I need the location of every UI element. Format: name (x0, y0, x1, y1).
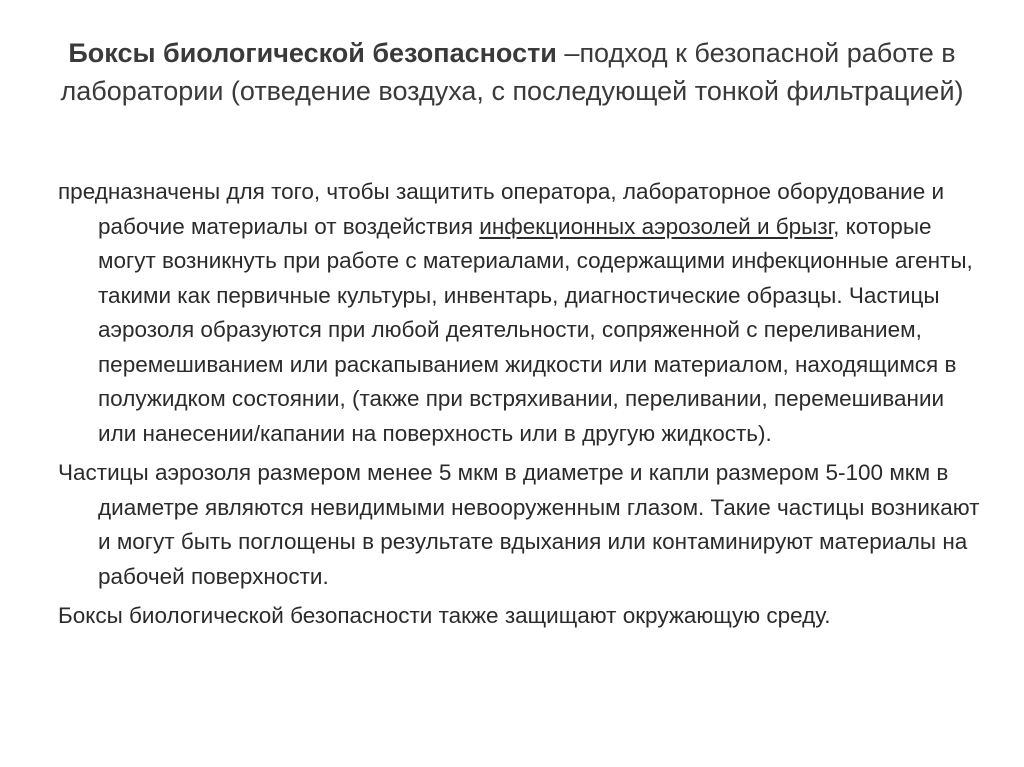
paragraph-purpose-end: , которые могут возникнуть при работе с материалами, содержащими инфекционные агенты, такими как первичные культуры, инвентарь, диагностические образцы. Частицы аэрозоля образуются при любой деятельности, сопряженной с переливанием, перемешиванием или раскапыванием жидкости или материалом, находящимся в полужидком состоянии, (также при встряхивании, переливании, перемешивании или нанесении/капании на поверхность или в другую жидкость). (98, 213, 973, 446)
slide-title (60, 34, 964, 110)
title-rest: –подход к безопасной работе в лаборатории (отведение воздуха, с последующей тонкой фильтрацией) (60, 38, 964, 106)
title-bold-part: Боксы биологической безопасности (68, 38, 557, 68)
paragraph-purpose (58, 175, 983, 451)
slide-body (58, 175, 983, 639)
paragraph-purpose-start: предназначены для того, чтобы защитить оператора, лабораторное оборудование и рабочие материалы от воздействия (58, 179, 945, 239)
paragraph-environment: Боксы биологической безопасности также защищают окружающую среду. (58, 603, 831, 628)
paragraph-particle-size: Частицы аэрозоля размером менее 5 мкм в диаметре и капли размером 5-100 мкм в диаметре являются невидимыми невооруженным глазом. Такие частицы возникают и могут быть поглощены в результате вдыхания или контаминируют материалы на рабочей поверхности. (58, 460, 980, 589)
link-infectious-aerosols[interactable]: инфекционных аэрозолей и брызг (479, 213, 834, 239)
